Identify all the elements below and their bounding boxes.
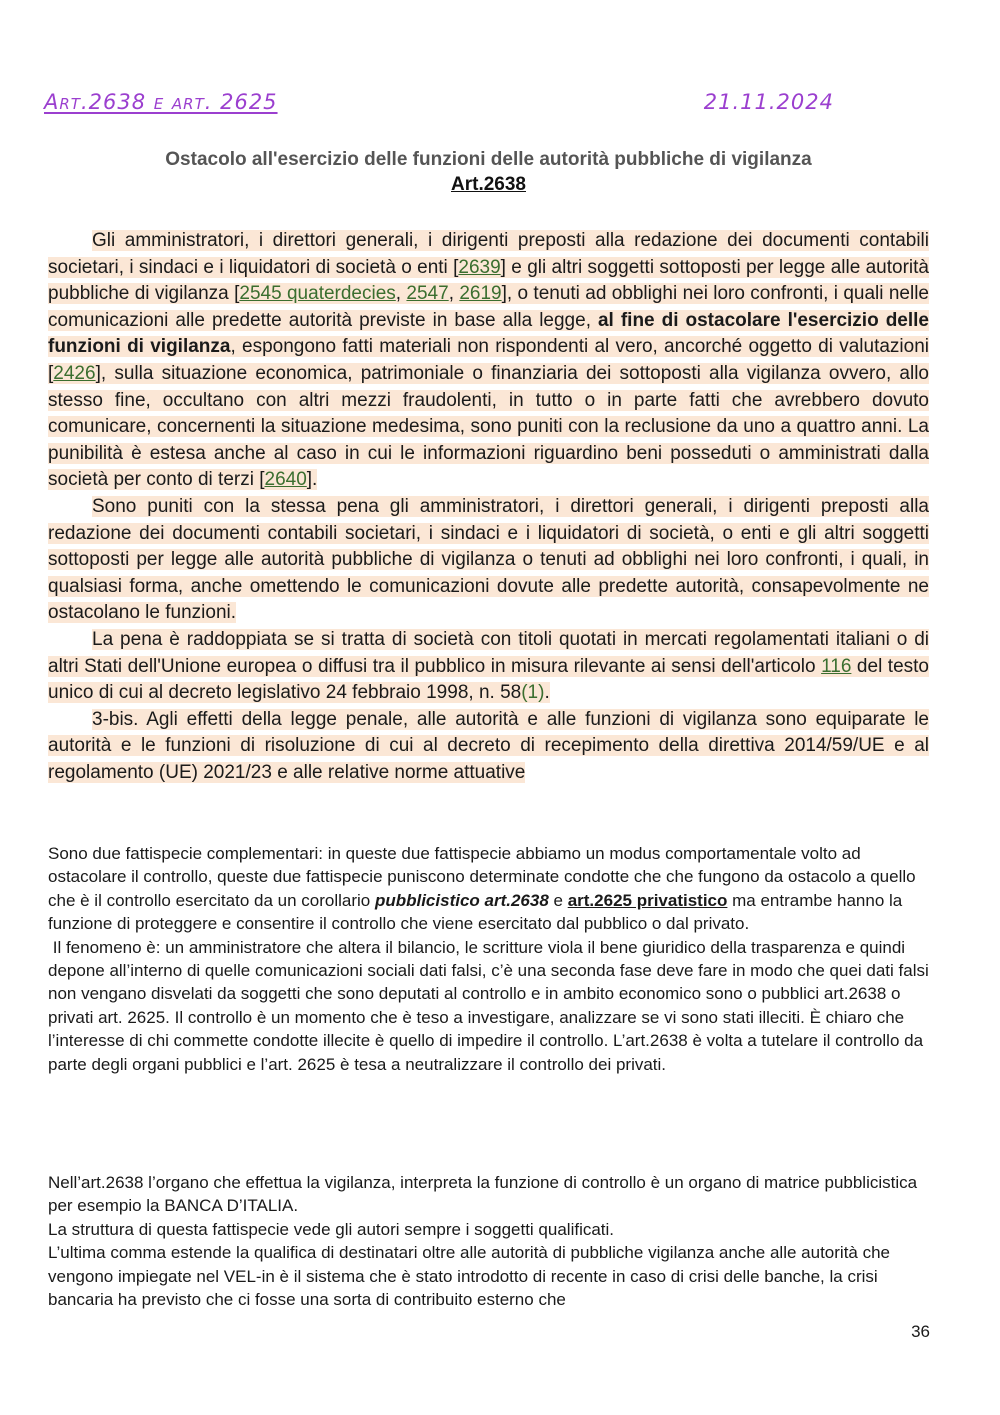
law-paragraph-2	[48, 494, 929, 627]
text-segment: ].	[306, 469, 318, 491]
text-segment: ], o tenuti ad obblighi nei loro confronti, i quali nelle comunicazioni alle predette autorità previste in base alla legge,	[48, 283, 929, 331]
ref-link-116[interactable]: 116	[821, 655, 852, 677]
page-number: 36	[911, 1322, 930, 1341]
text-segment: .	[544, 682, 550, 704]
law-paragraph-3	[48, 627, 929, 707]
law-paragraph-1	[48, 228, 929, 494]
emphasis-private: art.2625 privatistico	[567, 890, 728, 910]
notes-section-2	[48, 1171, 938, 1311]
text-segment: ,	[395, 283, 407, 305]
text-segment: , espongono fatti materiali non rispondenti al vero, ancorché oggetto di valutazioni [	[48, 336, 929, 384]
law-paragraph-4	[48, 707, 929, 787]
note-paragraph-3: Nell’art.2638 l’organo che effettua la vigilanza, interpreta la funzione di controllo è un organo di matrice pubblicistica per esempio la BANCA D’ITALIA.	[48, 1173, 918, 1216]
note-paragraph-4: La struttura di questa fattispecie vede gli autori sempre i soggetti qualificati.	[48, 1219, 615, 1239]
ref-link-2639[interactable]: 2639	[458, 256, 501, 278]
ref-link-2545[interactable]: 2545 quaterdecies	[239, 283, 396, 305]
text-segment: ma entrambe hanno la funzione di proteggere e consentire il controllo che viene esercitato dal pubblico o dal privato.	[48, 890, 903, 934]
emphasis-public: pubblicistico art.2638	[374, 890, 549, 910]
ref-link-2426[interactable]: 2426	[53, 362, 96, 384]
law-text	[48, 228, 929, 786]
text-segment: ], sulla situazione economica, patrimoniale o finanziaria dei sottoposti alla vigilanza ovvero, allo stesso fine, occultano con altri mezzi fraudolenti, in tutto o in parte fatti che avrebbero dovuto comunicare, concernenti la situazione medesima, sono puniti con la reclusione da uno a quattro anni. La punibilità è estesa anche al caso in cui le informazioni riguardino beni posseduti o amministrati dalla società per conto di terzi [	[48, 362, 929, 491]
bold-phrase: al fine di ostacolare l'esercizio delle funzioni di vigilanza	[48, 309, 929, 358]
text-segment: Sono puniti con la stessa pena gli amministratori, i direttori generali, i dirigenti preposti alla redazione dei documenti contabili societari, i sindaci e i liquidatori di società, o enti e gli altri soggetti sottoposti per legge alle autorità pubbliche di vigilanza o tenuti ad obblighi nei loro confronti, i quali, in qualsiasi forma, anche omettendo le comunicazioni dovute alle predette autorità, consapevolmente ne ostacolano le funzioni.	[48, 495, 929, 624]
header-date: 21.11.2024	[703, 90, 834, 114]
article-title-block	[48, 148, 929, 198]
text-segment: La pena è raddoppiata se si tratta di società con titoli quotati in mercati regolamentati italiani o di altri Stati dell'Unione europea o diffusi tra il pubblico in misura rilevante ai sensi dell'articolo	[48, 628, 929, 677]
text-segment: ,	[448, 283, 460, 305]
note-paragraph-5: L’ultima comma estende la qualifica di destinatari oltre alle autorità di pubbliche vigilanza anche alle autorità che vengono impiegate nel VEL-in è il sistema che è stato introdotto di recente in caso di crisi delle banche, la crisi bancaria ha previsto che ci fosse una sorta di contribuito esterno che	[48, 1243, 890, 1310]
text-segment: 3-bis. Agli effetti della legge penale, alle autorità e alle funzioni di vigilanza sono equiparate le autorità e le funzioni di risoluzione di cui al decreto di recepimento della direttiva 2014/59/UE e al regolamento (UE) 2021/23 e alle relative norme attuative	[48, 708, 929, 783]
ref-link-2640[interactable]: 2640	[264, 469, 307, 491]
notes-section	[48, 842, 938, 1076]
header-title: Art.2638 e art. 2625	[44, 90, 278, 114]
text-segment: ] e gli altri soggetti sottoposti per legge alle autorità pubbliche di vigilanza [	[48, 256, 929, 305]
text-segment: Sono due fattispecie complementari: in queste due fattispecie abbiamo un modus comportamentale volto ad ostacolare il controllo, queste due fattispecie puniscono determinate condotte che che fungono da ostacolo a quello che è il controllo esercitato da un corollario	[48, 844, 916, 910]
text-segment: del testo unico di cui al decreto legislativo 24 febbraio 1998, n. 58	[48, 655, 930, 704]
note-paragraph-2: Il fenomeno è: un amministratore che altera il bilancio, le scritture viola il bene giuridico della trasparenza e quindi depone all’interno di quelle comunicazioni sociali dati falsi, c’è una seconda fase deve fare in modo che quei dati falsi non vengano disvelati da soggetti che sono deputati al controllo e in ambito economico sono o pubblici art.2638 o privati art. 2625. Il controllo è un momento che è teso a investigare, analizzare se vi sono stati illeciti. È chiaro che l’interesse di chi commette condotte illecite è quello di impedire il controllo. L’art.2638 è volta a tutelare il controllo da parte degli organi pubblici e l’art. 2625 è tesa a neutralizzare il controllo dei privati.	[48, 937, 934, 1074]
footnote-link[interactable]: (1)	[521, 682, 545, 704]
article-number: Art.2638	[451, 174, 526, 195]
note-paragraph-1	[48, 842, 938, 936]
article-heading: Ostacolo all'esercizio delle funzioni delle autorità pubbliche di vigilanza	[165, 149, 812, 170]
text-segment: Gli amministratori, i direttori generali, i dirigenti preposti alla redazione dei documenti contabili societari, i sindaci e i liquidatori di società o enti [	[48, 230, 929, 278]
page-header	[44, 90, 834, 114]
ref-link-2547[interactable]: 2547	[406, 283, 449, 305]
text-segment: e	[548, 890, 568, 910]
ref-link-2619[interactable]: 2619	[459, 283, 502, 305]
